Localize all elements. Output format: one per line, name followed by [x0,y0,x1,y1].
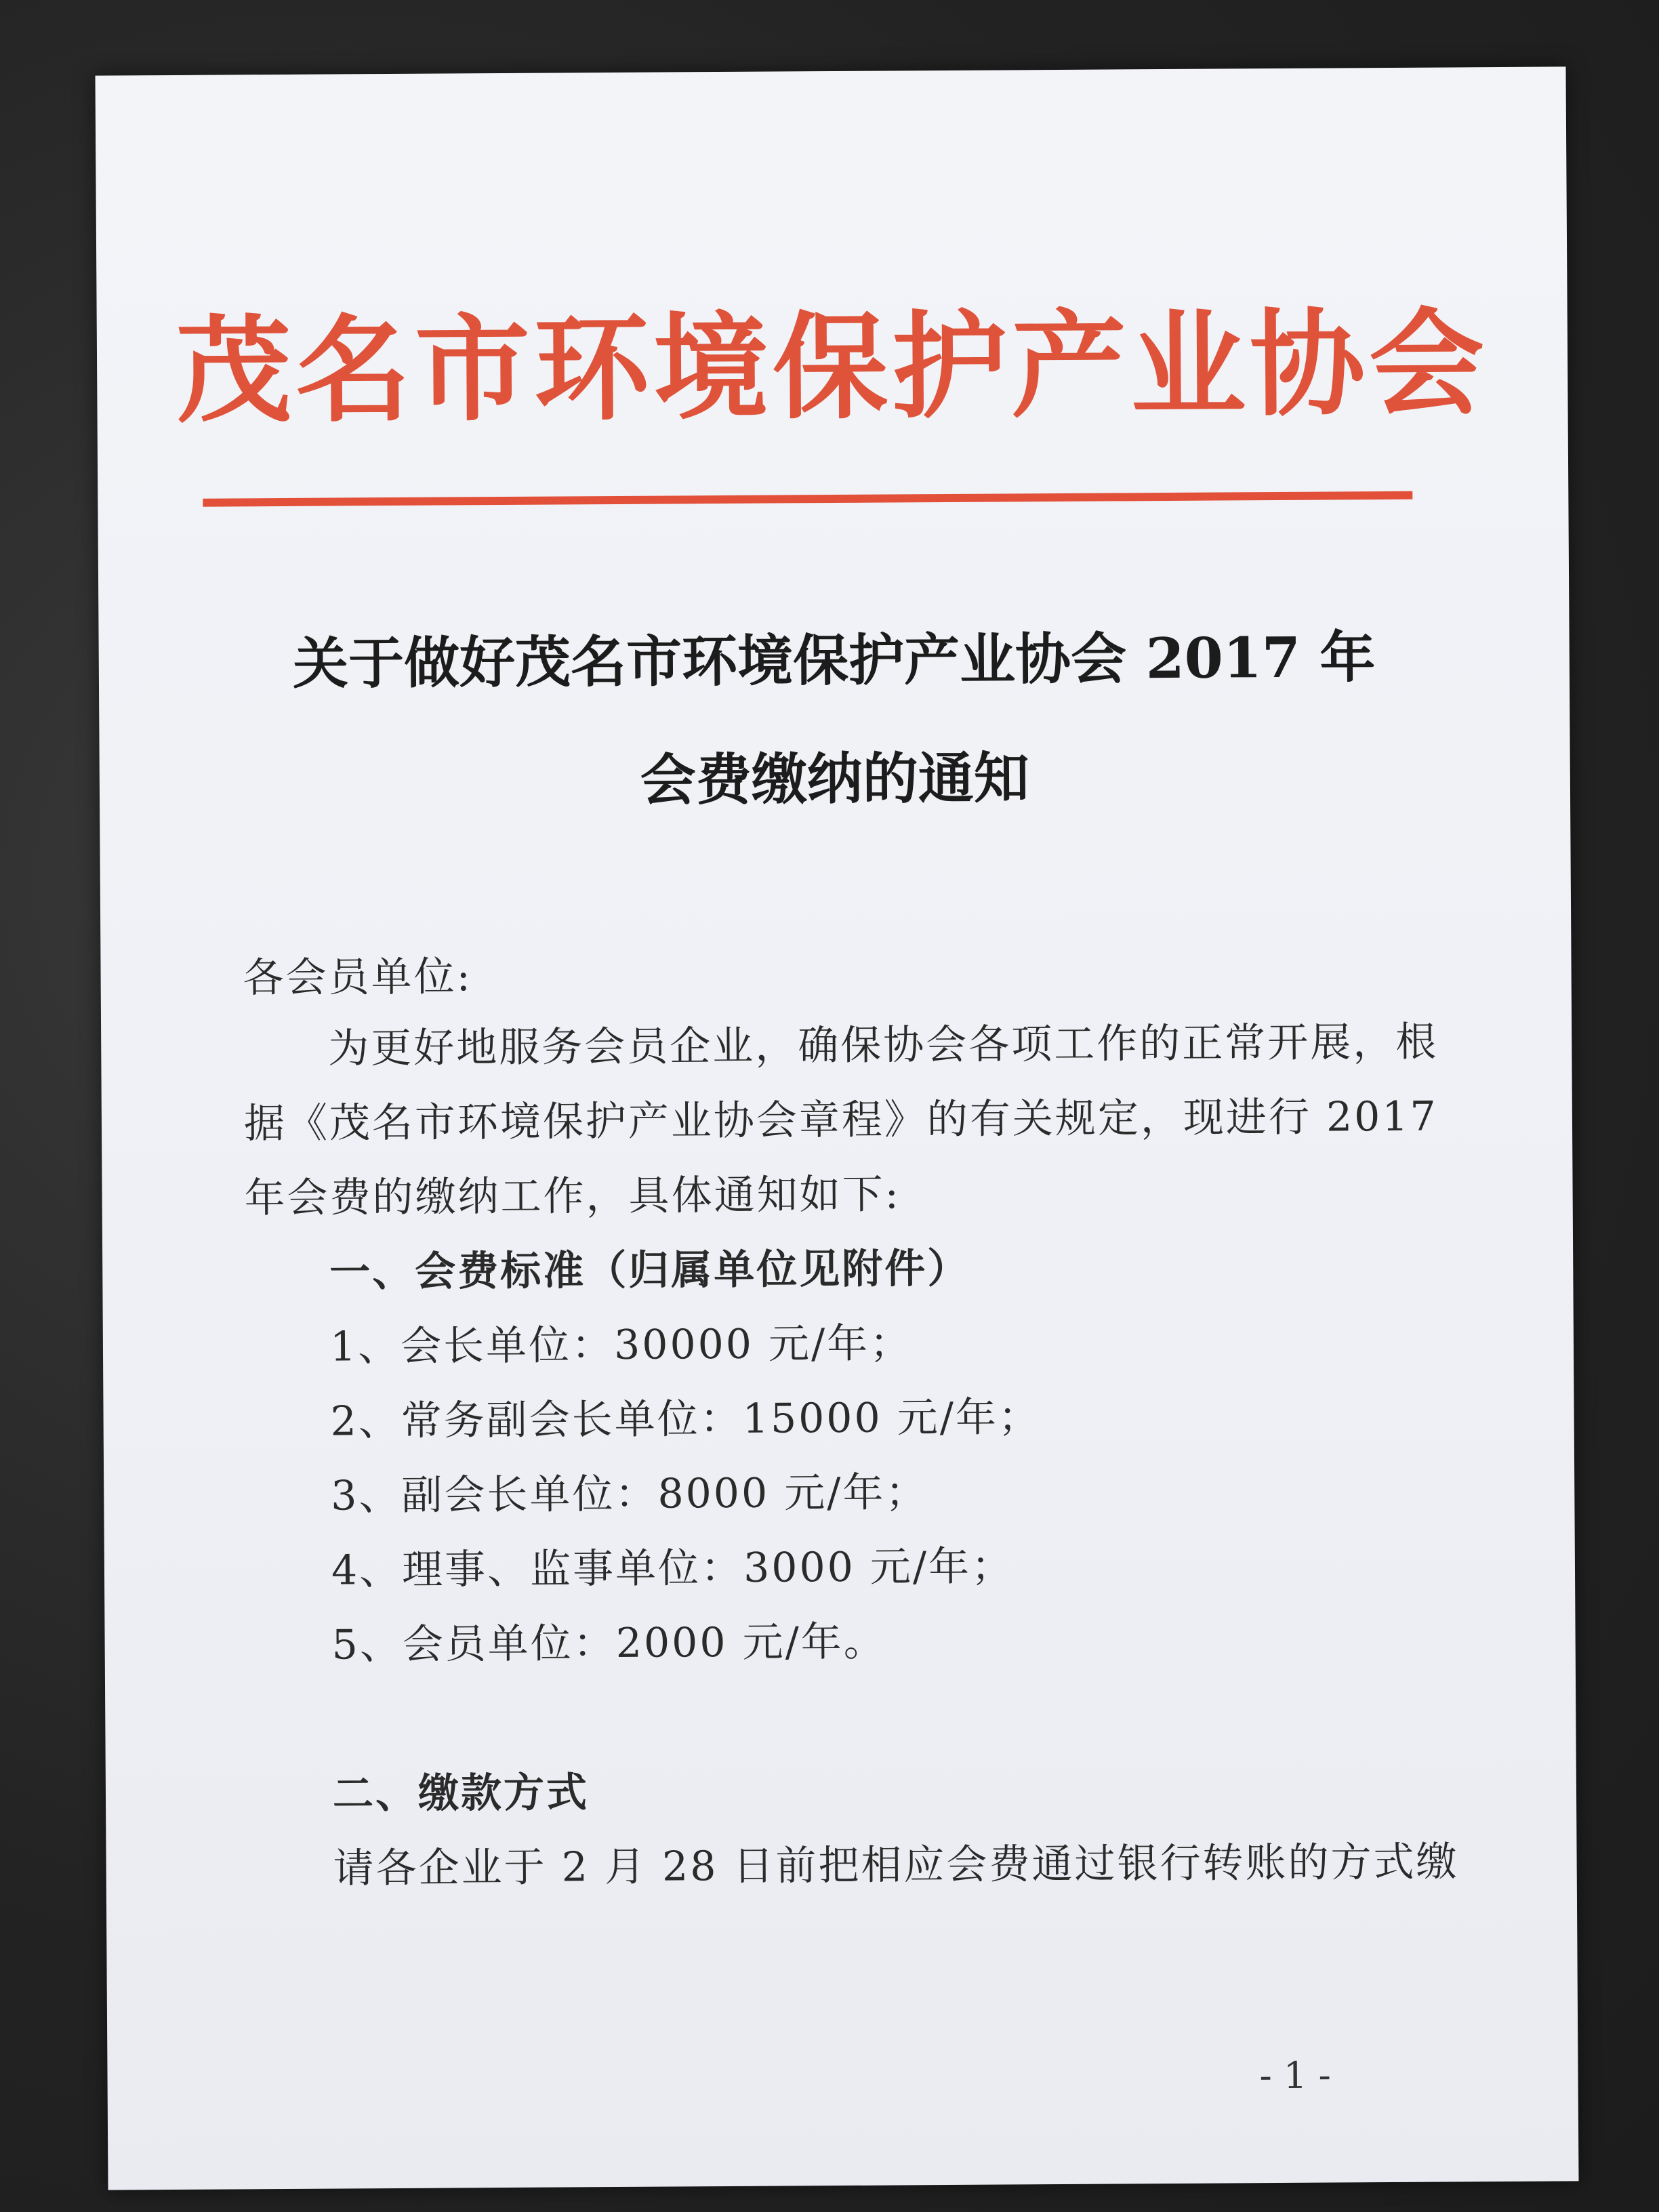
fee-item-2: 2、常务副会长单位：15000 元/年； [330,1393,1042,1446]
fee-item-3: 3、副会长单位：8000 元/年； [331,1469,928,1520]
section-2-text: 请各企业于 2 月 28 日前把相应会费通过银行转账的方式缴 [333,1838,1459,1893]
fee-item-5: 5、会员单位：2000 元/年。 [331,1618,886,1669]
letterhead-title: 茂名市环境保护产业协会 [176,295,1489,439]
notice-title-line-2: 会费缴纳的通知 [640,745,1030,813]
fee-item-1: 1、会长单位：30000 元/年； [329,1319,913,1371]
section-1-heading: 一、会费标准（归属单位见附件） [329,1244,970,1296]
section-2-heading: 二、缴款方式 [332,1769,590,1818]
body-line-3: 年会费的缴纳工作，具体通知如下: [244,1170,901,1223]
fee-item-4: 4、理事、监事单位：3000 元/年； [331,1542,1015,1595]
page-number: - 1 - [1259,2053,1331,2097]
notice-title-line-1: 关于做好茂名市环境保护产业协会 2017 年 [292,625,1376,697]
document-page [95,66,1578,2190]
body-line-1: 为更好地服务会员企业，确保协会各项工作的正常开展，根 [328,1018,1439,1073]
body-line-2: 据《茂名市环境保护产业协会章程》的有关规定，现进行 2017 [243,1092,1438,1148]
salutation: 各会员单位: [243,953,473,1002]
letterhead-red-rule [203,491,1412,507]
